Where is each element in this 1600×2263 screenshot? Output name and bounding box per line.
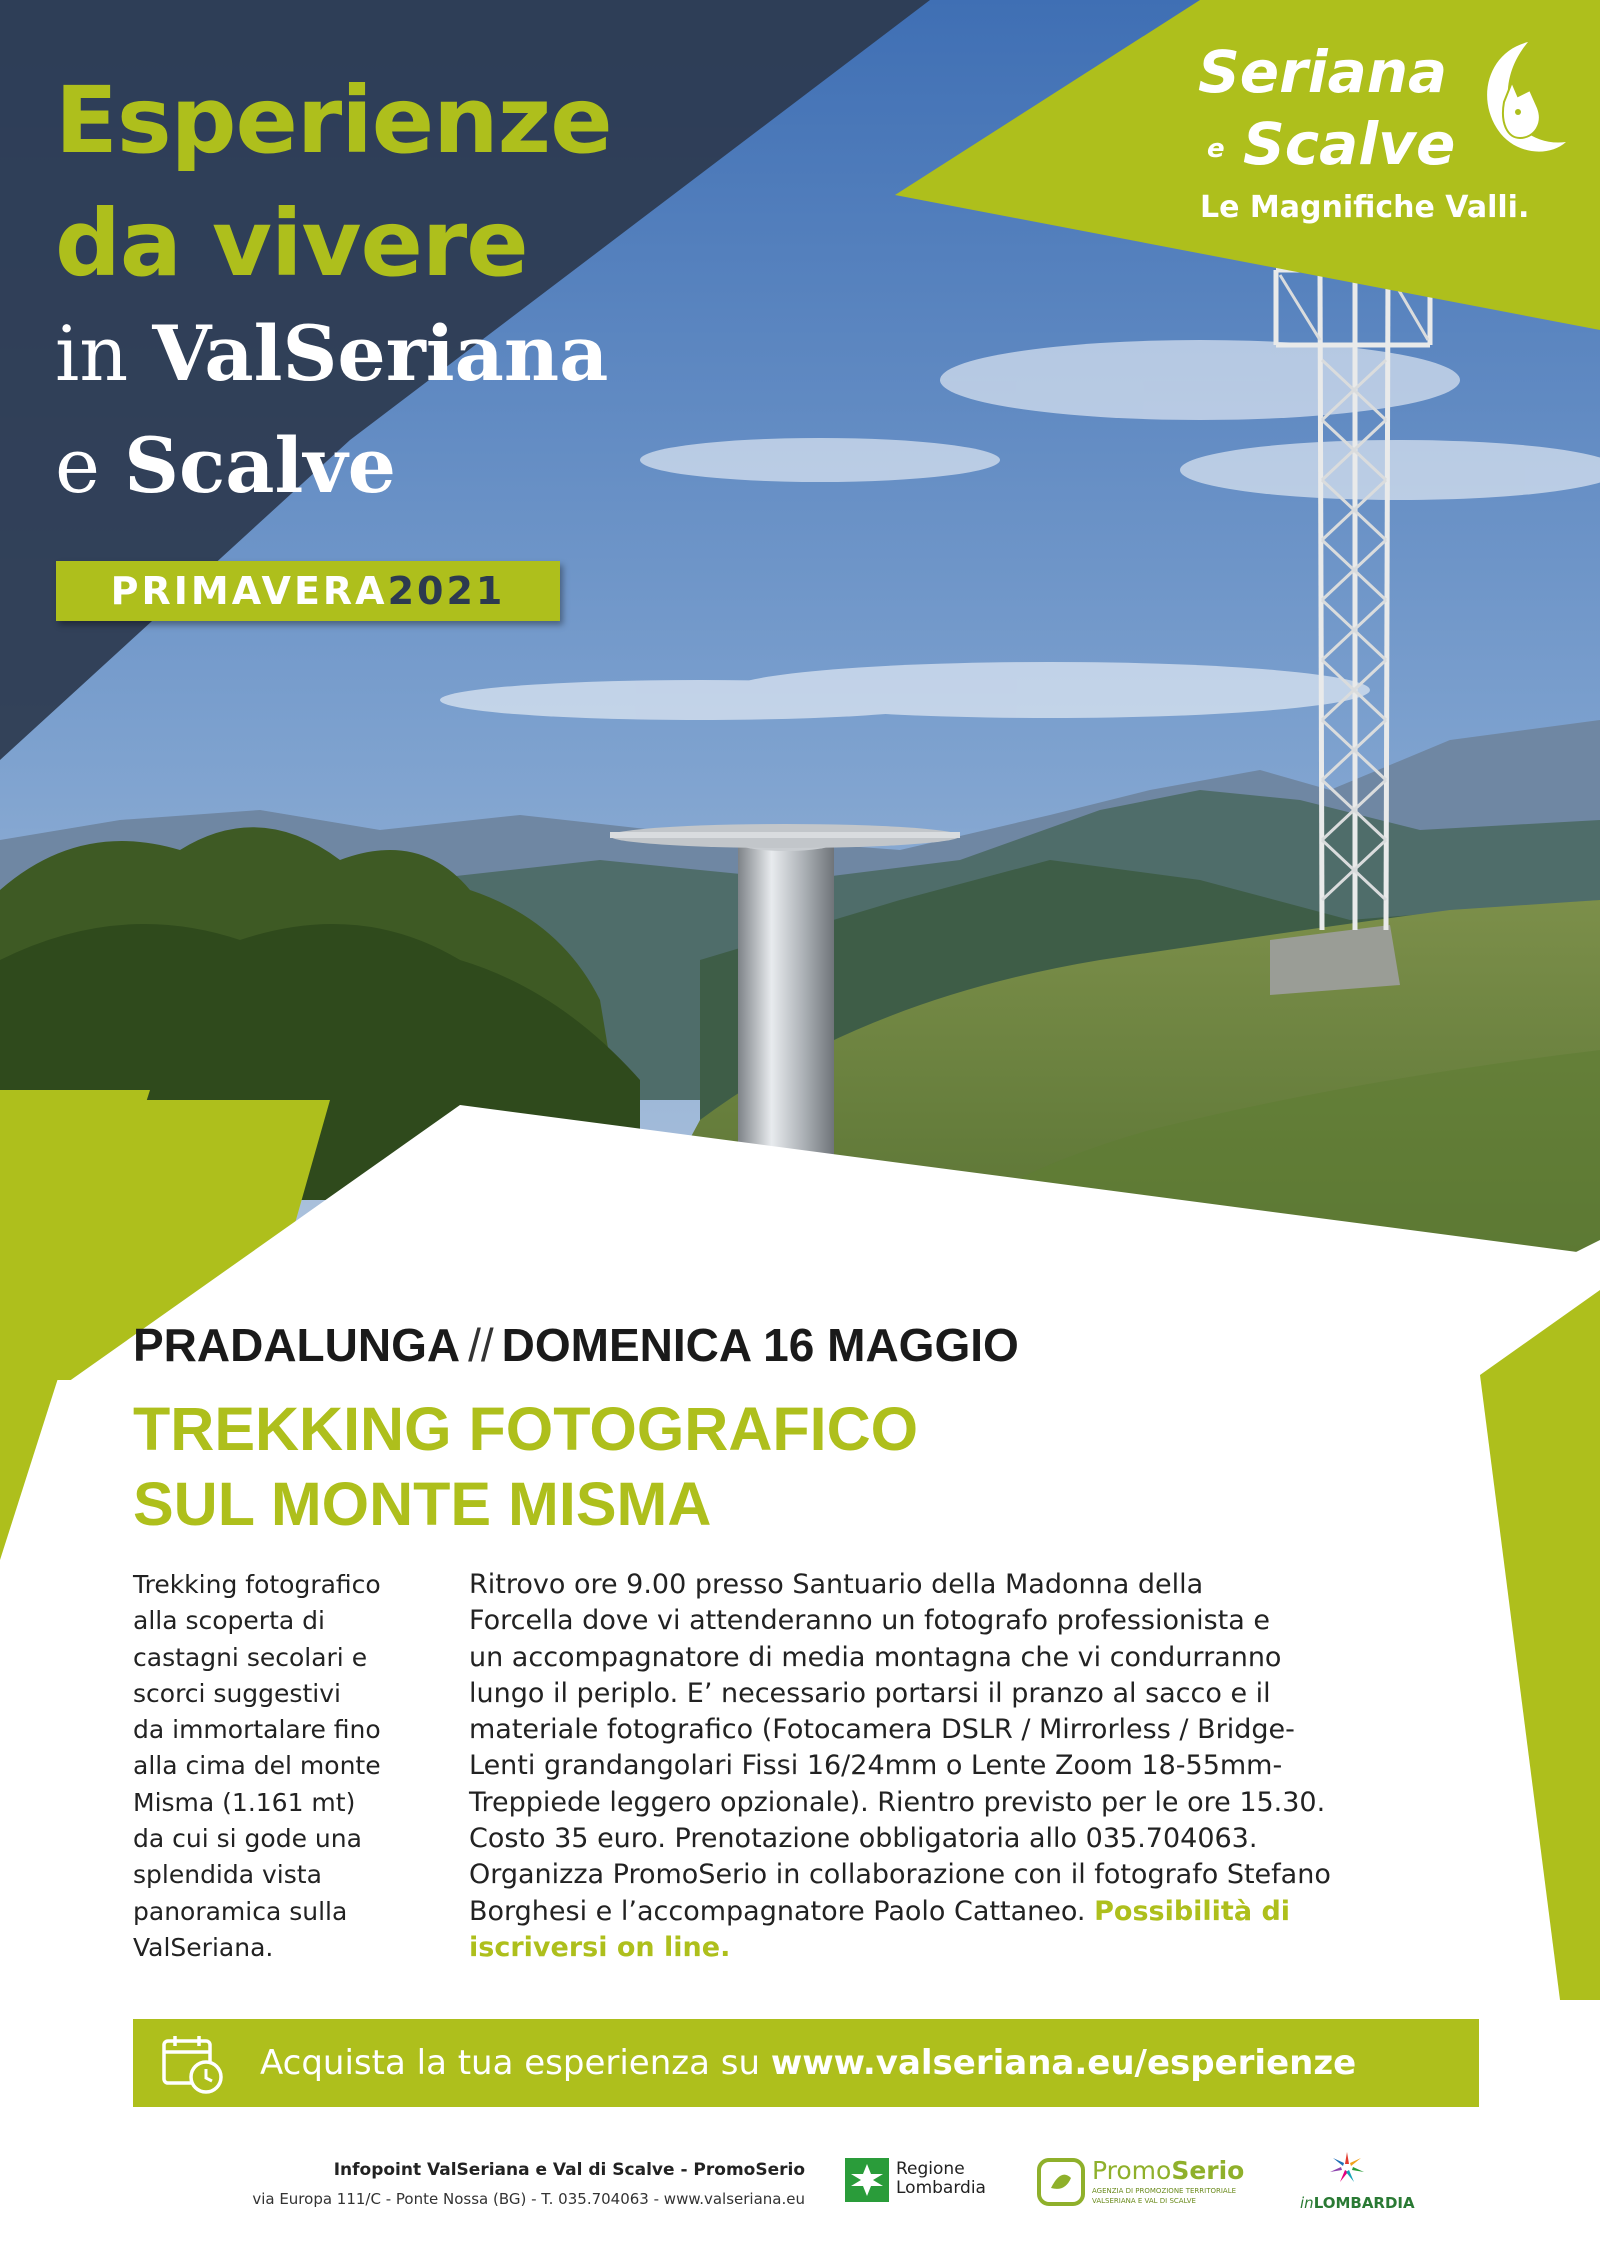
event-place: PRADALUNGA xyxy=(133,1319,461,1371)
cta-text xyxy=(260,2019,1356,2107)
intro-text xyxy=(133,1567,433,1966)
regione-line2: Lombardia xyxy=(896,2178,986,2198)
online-signup-link[interactable]: Possibilità di xyxy=(1094,1895,1291,1927)
cta-url-link[interactable]: www.valseriana.eu/esperienze xyxy=(770,2043,1357,2083)
inlombardia-b: LOMBARDIA xyxy=(1313,2194,1415,2212)
details-line xyxy=(469,1930,1479,1966)
brand-line2: Scalve xyxy=(1243,110,1456,178)
hero-line4-prefix: e xyxy=(55,421,125,510)
hero-line3-prefix: in xyxy=(55,309,153,398)
promoserio-text xyxy=(1092,2156,1244,2185)
regione-lombardia-logo xyxy=(845,2158,889,2202)
details-line: lungo il periplo. E’ necessario portarsi il pranzo al sacco e il xyxy=(469,1677,1271,1709)
footer-address: via Europa 111/C - Ponte Nossa (BG) - T. 035.704063 - www.valseriana.eu xyxy=(252,2190,805,2208)
event-date: DOMENICA 16 MAGGIO xyxy=(501,1319,1019,1371)
fox-moon-icon xyxy=(1468,38,1568,162)
hero-title-line3 xyxy=(55,309,609,398)
event-header xyxy=(133,1318,1019,1372)
season-year: 2021 xyxy=(387,569,506,613)
season-badge xyxy=(56,561,560,621)
intro-line: da immortalare fino xyxy=(133,1715,381,1745)
intro-line: Misma (1.161 mt) xyxy=(133,1787,356,1817)
inlombardia-a: in xyxy=(1300,2194,1314,2212)
intro-line: scorci suggestivi xyxy=(133,1678,341,1708)
details-line: Lenti grandangolari Fissi 16/24mm o Lente Zoom 18-55mm- xyxy=(469,1750,1283,1782)
intro-line: da cui si gode una xyxy=(133,1824,362,1854)
details-line: Organizza PromoSerio in collaborazione con il fotografo Stefano xyxy=(469,1859,1331,1891)
hero-line4-bold: Scalve xyxy=(124,421,396,510)
event-separator: // xyxy=(468,1319,494,1371)
intro-line: splendida vista xyxy=(133,1860,322,1890)
hero-line3-bold: ValSeriana xyxy=(152,309,609,398)
inlombardia-logo-icon xyxy=(1326,2148,1368,2188)
promoserio-b: Serio xyxy=(1171,2156,1245,2185)
hero-title-line4 xyxy=(55,421,396,510)
promoserio-a: Promo xyxy=(1092,2156,1172,2185)
inlombardia-text xyxy=(1300,2194,1415,2212)
details-line: Ritrovo ore 9.00 presso Santuario della Madonna della xyxy=(469,1569,1204,1600)
season-name: PRIMAVERA xyxy=(110,569,388,613)
calendar-clock-icon xyxy=(161,2033,225,2095)
details-text xyxy=(469,1567,1479,1966)
intro-line: ValSeriana. xyxy=(133,1932,274,1962)
details-line: Treppiede leggero opzionale). Rientro previsto per le ore 15.30. xyxy=(469,1786,1326,1818)
promoserio-sub1: AGENZIA DI PROMOZIONE TERRITORIALE xyxy=(1092,2187,1237,2195)
promoserio-logo-icon xyxy=(1037,2158,1085,2206)
details-line: materiale fotografico (Fotocamera DSLR / Mirrorless / Bridge- xyxy=(469,1714,1295,1746)
details-line: un accompagnatore di media montagna che vi condurranno xyxy=(469,1641,1282,1673)
regione-lombardia-text xyxy=(896,2160,986,2198)
details-line xyxy=(469,1894,1479,1930)
brand-line2-prefix: e xyxy=(1207,134,1225,164)
hero-title-line2: da vivere xyxy=(55,190,528,297)
hero-title-line1: Esperienze xyxy=(55,67,612,174)
brand-line1: Seriana xyxy=(1198,38,1448,106)
regione-line1: Regione xyxy=(896,2159,965,2179)
cta-bar[interactable] xyxy=(133,2019,1479,2107)
details-line: Forcella dove vi attenderanno un fotografo professionista e xyxy=(469,1605,1271,1637)
intro-line: Trekking fotografico xyxy=(133,1570,381,1599)
footer-name: Infopoint ValSeriana e Val di Scalve - PromoSerio xyxy=(333,2160,805,2180)
event-title-line2: SUL MONTE MISMA xyxy=(133,1470,712,1538)
intro-line: panoramica sulla xyxy=(133,1896,348,1926)
intro-line: alla cima del monte xyxy=(133,1751,381,1781)
intro-line: castagni secolari e xyxy=(133,1642,368,1672)
details-line: Costo 35 euro. Prenotazione obbligatoria allo 035.704063. xyxy=(469,1823,1258,1855)
cta-label: Acquista la tua esperienza su xyxy=(260,2043,771,2083)
brand-tagline: Le Magnifiche Valli. xyxy=(1200,190,1530,225)
online-signup-link-cont[interactable]: iscriversi on line. xyxy=(469,1931,731,1963)
details-last-text: Borghesi e l’accompagnatore Paolo Cattaneo. xyxy=(469,1895,1086,1927)
intro-line: alla scoperta di xyxy=(133,1606,325,1636)
promoserio-sub2: VALSERIANA E VAL DI SCALVE xyxy=(1092,2197,1196,2205)
event-title-line1: TREKKING FOTOGRAFICO xyxy=(133,1395,919,1463)
